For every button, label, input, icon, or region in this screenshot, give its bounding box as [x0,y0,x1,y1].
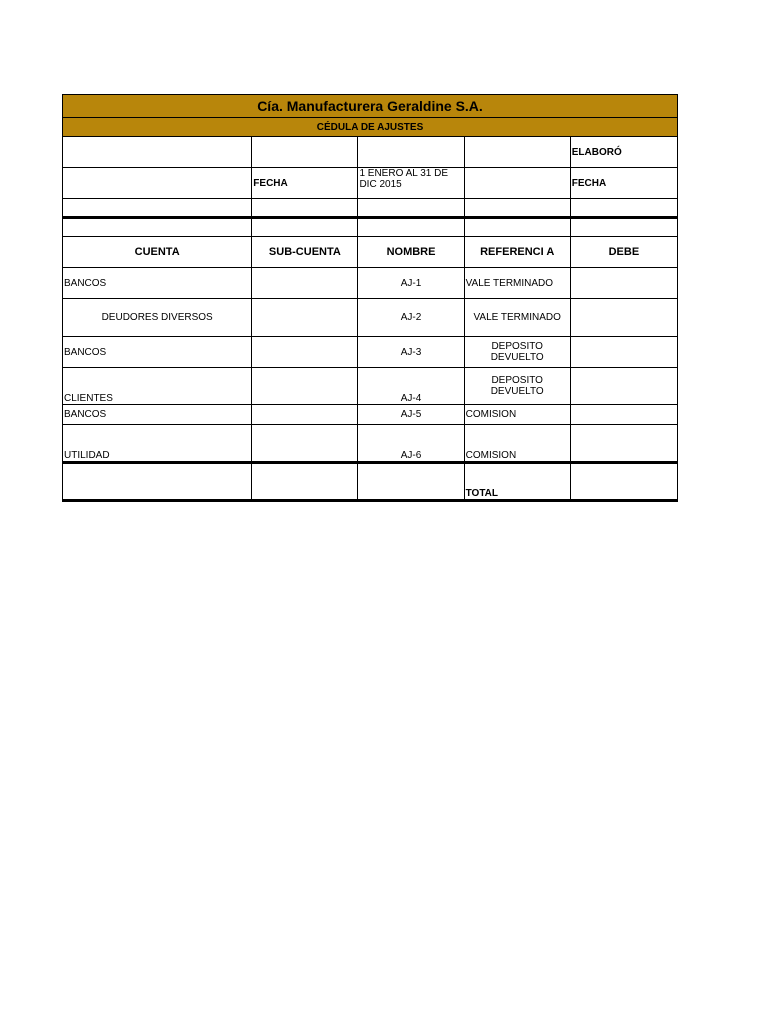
cell[interactable] [570,218,677,237]
header-debe[interactable]: DEBE [570,237,677,268]
referencia-cell[interactable]: VALE TERMINADO [464,299,570,337]
cell[interactable] [63,137,252,168]
table-row [63,368,678,405]
document-title[interactable]: CÉDULA DE AJUSTES [63,118,678,137]
header-row [63,237,678,268]
blank-row [63,199,678,218]
table-row [63,268,678,299]
fecha-label[interactable]: FECHA [252,168,358,199]
debe-cell[interactable] [570,405,677,425]
cell[interactable] [464,168,570,199]
subcuenta-cell[interactable] [252,268,358,299]
company-title[interactable]: Cía. Manufacturera Geraldine S.A. [63,95,678,118]
cell[interactable] [252,137,358,168]
cell[interactable] [63,168,252,199]
meta-row-2 [63,168,678,199]
blank-row [63,218,678,237]
header-cuenta[interactable]: CUENTA [63,237,252,268]
cell[interactable] [63,218,252,237]
header-nombre[interactable]: NOMBRE [358,237,464,268]
cuenta-cell[interactable]: UTILIDAD [63,425,252,463]
cuenta-cell[interactable]: CLIENTES [63,368,252,405]
cell[interactable] [358,218,464,237]
cell[interactable] [63,199,252,218]
cell[interactable] [464,199,570,218]
cell[interactable] [464,137,570,168]
total-label[interactable]: TOTAL [464,463,570,501]
nombre-cell[interactable]: AJ-1 [358,268,464,299]
subcuenta-cell[interactable] [252,405,358,425]
title-row [63,95,678,118]
subcuenta-cell[interactable] [252,425,358,463]
cuenta-cell[interactable]: BANCOS [63,405,252,425]
nombre-cell[interactable]: AJ-2 [358,299,464,337]
table-row [63,405,678,425]
cell[interactable] [358,463,464,501]
subcuenta-cell[interactable] [252,299,358,337]
nombre-cell[interactable]: AJ-5 [358,405,464,425]
cell[interactable] [252,463,358,501]
subtitle-row [63,118,678,137]
cuenta-cell[interactable]: DEUDORES DIVERSOS [63,299,252,337]
referencia-cell[interactable]: DEPOSITO DEVUELTO [464,368,570,405]
fecha-label-2[interactable]: FECHA [570,168,677,199]
table-row [63,299,678,337]
debe-cell[interactable] [570,368,677,405]
nombre-cell[interactable]: AJ-6 [358,425,464,463]
referencia-cell[interactable]: COMISION [464,405,570,425]
cell[interactable] [358,137,464,168]
cell[interactable] [570,199,677,218]
referencia-cell[interactable]: DEPOSITO DEVUELTO [464,337,570,368]
cell[interactable] [63,463,252,501]
debe-cell[interactable] [570,299,677,337]
debe-cell[interactable] [570,425,677,463]
cell[interactable] [252,218,358,237]
cell[interactable] [464,218,570,237]
total-row [63,463,678,501]
elaboro-label[interactable]: ELABORÓ [570,137,677,168]
total-value-cell[interactable] [570,463,677,501]
cell[interactable] [358,199,464,218]
cell[interactable] [252,199,358,218]
subcuenta-cell[interactable] [252,368,358,405]
adjustments-sheet [62,94,678,502]
cuenta-cell[interactable]: BANCOS [63,337,252,368]
period-value[interactable]: 1 ENERO AL 31 DE DIC 2015 [358,168,464,199]
meta-row-1 [63,137,678,168]
referencia-cell[interactable]: VALE TERMINADO [464,268,570,299]
debe-cell[interactable] [570,268,677,299]
header-subcuenta[interactable]: SUB-CUENTA [252,237,358,268]
table-row [63,337,678,368]
subcuenta-cell[interactable] [252,337,358,368]
cuenta-cell[interactable]: BANCOS [63,268,252,299]
debe-cell[interactable] [570,337,677,368]
table-row [63,425,678,463]
nombre-cell[interactable]: AJ-3 [358,337,464,368]
header-referencia[interactable]: REFERENCI A [464,237,570,268]
nombre-cell[interactable]: AJ-4 [358,368,464,405]
referencia-cell[interactable]: COMISION [464,425,570,463]
